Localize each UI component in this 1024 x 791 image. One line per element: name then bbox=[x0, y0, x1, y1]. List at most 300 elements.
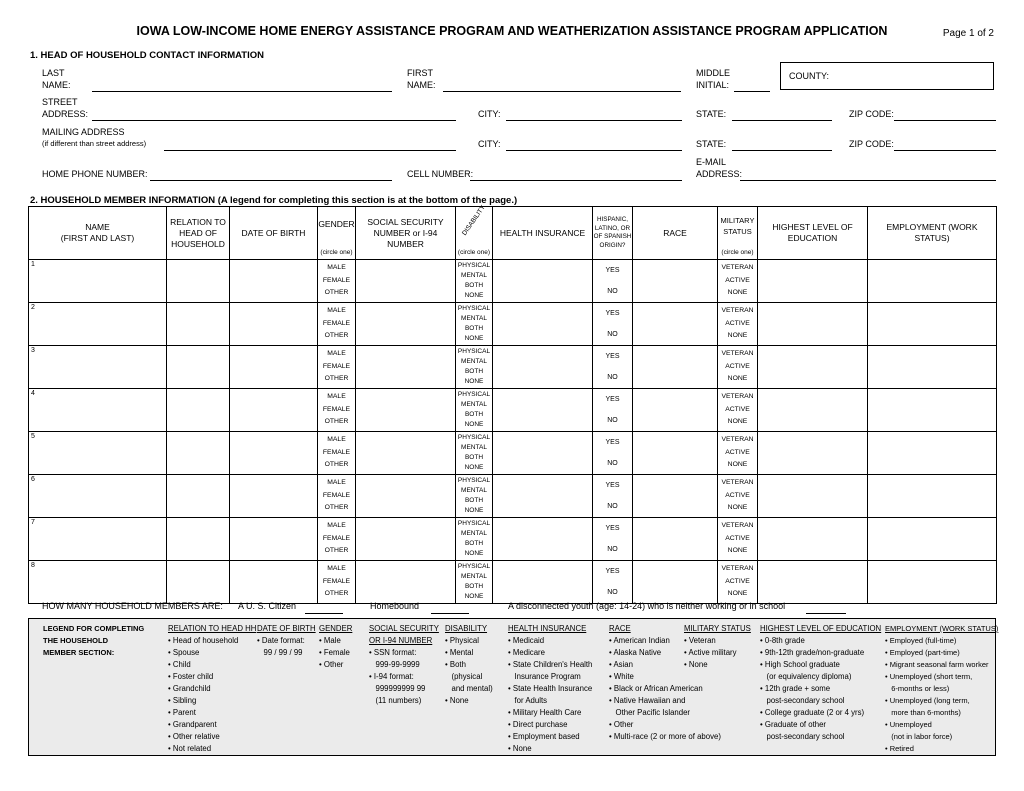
legend-item: (physical bbox=[445, 672, 483, 681]
youth-label: A disconnected youth (age: 14-24) who is neither working or in school bbox=[508, 601, 786, 611]
gender-option[interactable]: OTHER bbox=[324, 375, 349, 383]
disability-option[interactable]: PHYSICAL bbox=[457, 348, 491, 355]
legend-item: • Employment based bbox=[508, 732, 580, 741]
gender-option[interactable]: FEMALE bbox=[322, 362, 351, 370]
legend-heading: SOCIAL SECURITY bbox=[369, 624, 439, 633]
mailing-zip-label: ZIP CODE: bbox=[849, 139, 894, 149]
gender-option[interactable]: OTHER bbox=[324, 590, 349, 598]
cell-health[interactable] bbox=[493, 303, 593, 346]
row-number: 8 bbox=[31, 562, 35, 569]
hispanic-no[interactable]: NO bbox=[607, 330, 618, 338]
legend-education bbox=[760, 623, 881, 743]
legend-item: • State Health Insurance bbox=[508, 684, 593, 693]
mailing-city-label: CITY: bbox=[478, 139, 501, 149]
legend-health bbox=[508, 623, 592, 755]
cell-education[interactable] bbox=[758, 475, 868, 518]
header-education: HIGHEST LEVEL OF EDUCATION bbox=[758, 207, 868, 260]
disability-option[interactable]: BOTH bbox=[464, 583, 484, 590]
cell-name[interactable] bbox=[29, 389, 167, 432]
military-option[interactable]: VETERAN bbox=[721, 307, 754, 315]
disability-option[interactable]: NONE bbox=[464, 292, 484, 299]
legend-item: • American Indian bbox=[609, 636, 670, 645]
cell-ssn[interactable] bbox=[356, 389, 456, 432]
disability-option[interactable]: MENTAL bbox=[461, 573, 487, 580]
legend-item: • Physical bbox=[445, 636, 479, 645]
disability-option[interactable]: PHYSICAL bbox=[457, 477, 491, 484]
hispanic-yes[interactable]: YES bbox=[605, 524, 620, 532]
table-row bbox=[29, 518, 997, 561]
disability-option[interactable]: BOTH bbox=[464, 368, 484, 375]
legend-heading: RACE bbox=[609, 624, 631, 633]
gender-option[interactable]: FEMALE bbox=[322, 405, 351, 413]
disability-option[interactable]: MENTAL bbox=[461, 444, 487, 451]
gender-option[interactable]: MALE bbox=[327, 565, 346, 573]
cell-health[interactable] bbox=[493, 260, 593, 303]
legend-item: • Male bbox=[319, 636, 341, 645]
cell-ssn[interactable] bbox=[356, 303, 456, 346]
cell-employment[interactable] bbox=[868, 389, 997, 432]
zip-label: ZIP CODE: bbox=[849, 109, 894, 119]
table-row bbox=[29, 346, 997, 389]
cell-military bbox=[718, 475, 758, 518]
cell-field[interactable] bbox=[470, 180, 682, 181]
cell-health[interactable] bbox=[493, 432, 593, 475]
cell-military bbox=[718, 303, 758, 346]
row-number: 4 bbox=[31, 390, 35, 397]
disability-option[interactable]: MENTAL bbox=[461, 530, 487, 537]
military-option[interactable]: NONE bbox=[727, 418, 748, 426]
cell-employment[interactable] bbox=[868, 303, 997, 346]
hispanic-yes[interactable]: YES bbox=[605, 438, 620, 446]
disability-option[interactable]: NONE bbox=[464, 421, 484, 428]
gender-option[interactable]: MALE bbox=[327, 522, 346, 530]
cell-hispanic bbox=[593, 561, 633, 604]
legend-heading: DISABILITY bbox=[445, 624, 488, 633]
gender-option[interactable]: FEMALE bbox=[322, 276, 351, 284]
home-phone-field[interactable] bbox=[150, 180, 392, 181]
cell-employment[interactable] bbox=[868, 475, 997, 518]
homebound-count-field[interactable] bbox=[431, 613, 469, 614]
military-option[interactable]: VETERAN bbox=[721, 436, 754, 444]
row-number: 7 bbox=[31, 519, 35, 526]
cell-disability bbox=[456, 561, 493, 604]
hispanic-yes[interactable]: YES bbox=[605, 352, 620, 360]
legend-item: 999999999 99 bbox=[369, 684, 426, 693]
cell-relation[interactable] bbox=[167, 518, 230, 561]
cell-disability bbox=[456, 346, 493, 389]
legend-item: • SSN format: bbox=[369, 648, 417, 657]
cell-education[interactable] bbox=[758, 303, 868, 346]
legend-item: • Date format: bbox=[257, 636, 305, 645]
email-field[interactable] bbox=[740, 180, 996, 181]
legend-item: • College graduate (2 or 4 yrs) bbox=[760, 708, 865, 717]
cell-dob[interactable] bbox=[230, 475, 318, 518]
military-option[interactable]: NONE bbox=[727, 461, 748, 469]
cell-military bbox=[718, 561, 758, 604]
homebound-label: Homebound bbox=[370, 601, 420, 611]
legend-item: • Active military bbox=[684, 648, 737, 657]
legend-item: • 0-8th grade bbox=[760, 636, 805, 645]
military-option[interactable]: ACTIVE bbox=[725, 276, 750, 284]
legend-item: • None bbox=[684, 660, 708, 669]
legend-item: more than 6-months) bbox=[885, 708, 961, 717]
hispanic-yes[interactable]: YES bbox=[605, 567, 620, 575]
cell-employment[interactable] bbox=[868, 432, 997, 475]
row-number: 2 bbox=[31, 304, 35, 311]
legend-item: • None bbox=[508, 744, 532, 753]
cell-relation[interactable] bbox=[167, 561, 230, 604]
cell-dob[interactable] bbox=[230, 518, 318, 561]
disability-option[interactable]: MENTAL bbox=[461, 272, 487, 279]
legend-item: • Employed (part-time) bbox=[885, 648, 960, 657]
page-number: Page 1 of 2 bbox=[942, 28, 994, 39]
header-health: HEALTH INSURANCE bbox=[493, 207, 593, 260]
legend-item: • Medicaid bbox=[508, 636, 545, 645]
header-hispanic: HISPANIC, LATINO, OR OF SPANISH ORIGIN? bbox=[593, 207, 633, 260]
cell-dob[interactable] bbox=[230, 561, 318, 604]
table-row bbox=[29, 561, 997, 604]
hispanic-no[interactable]: NO bbox=[607, 545, 618, 553]
cell-health[interactable] bbox=[493, 518, 593, 561]
cell-employment[interactable] bbox=[868, 346, 997, 389]
gender-option[interactable]: MALE bbox=[327, 307, 346, 315]
military-option[interactable]: NONE bbox=[727, 547, 748, 555]
header-employment: EMPLOYMENT (WORK STATUS) bbox=[868, 207, 997, 260]
county-label: COUNTY: bbox=[789, 71, 830, 81]
gender-option[interactable]: OTHER bbox=[324, 418, 349, 426]
gender-option[interactable]: FEMALE bbox=[322, 319, 351, 327]
legend-box bbox=[28, 618, 999, 756]
legend-item: • Grandparent bbox=[168, 720, 217, 729]
hispanic-yes[interactable]: YES bbox=[605, 266, 620, 274]
legend-item: and mental) bbox=[445, 684, 493, 693]
household-table bbox=[28, 206, 997, 604]
cell-race[interactable] bbox=[633, 346, 718, 389]
military-option[interactable]: NONE bbox=[727, 590, 748, 598]
cell-education[interactable] bbox=[758, 346, 868, 389]
cell-race[interactable] bbox=[633, 303, 718, 346]
legend-item: • Alaska Native bbox=[609, 648, 662, 657]
street-address-label: STREET ADDRESS: bbox=[42, 97, 89, 119]
cell-dob[interactable] bbox=[230, 260, 318, 303]
disability-option[interactable]: NONE bbox=[464, 550, 484, 557]
state-field[interactable] bbox=[732, 120, 832, 121]
mailing-address-note: (if different than street address) bbox=[42, 139, 147, 148]
hispanic-yes[interactable]: YES bbox=[605, 481, 620, 489]
disability-option[interactable]: NONE bbox=[464, 507, 484, 514]
legend-employment bbox=[885, 623, 998, 755]
gender-option[interactable]: FEMALE bbox=[322, 534, 351, 542]
legend-item: • Unemployed bbox=[885, 720, 932, 729]
hispanic-no[interactable]: NO bbox=[607, 502, 618, 510]
cell-hispanic bbox=[593, 389, 633, 432]
legend-item: • None bbox=[445, 696, 469, 705]
cell-ssn[interactable] bbox=[356, 475, 456, 518]
table-header-row bbox=[29, 207, 997, 260]
legend-heading: OR I-94 NUMBER bbox=[369, 636, 433, 645]
youth-count-field[interactable] bbox=[806, 613, 846, 614]
cell-relation[interactable] bbox=[167, 475, 230, 518]
military-option[interactable]: NONE bbox=[727, 504, 748, 512]
gender-option[interactable]: FEMALE bbox=[322, 448, 351, 456]
military-option[interactable]: NONE bbox=[727, 332, 748, 340]
legend-heading: MILITARY STATUS bbox=[684, 624, 751, 633]
military-option[interactable]: ACTIVE bbox=[725, 319, 750, 327]
hispanic-yes[interactable]: YES bbox=[605, 395, 620, 403]
cell-employment[interactable] bbox=[868, 518, 997, 561]
cell-dob[interactable] bbox=[230, 346, 318, 389]
middle-initial-field[interactable] bbox=[734, 91, 770, 92]
cell-military bbox=[718, 260, 758, 303]
cell-education[interactable] bbox=[758, 561, 868, 604]
hispanic-no[interactable]: NO bbox=[607, 287, 618, 295]
legend-heading: HIGHEST LEVEL OF EDUCATION bbox=[760, 624, 882, 633]
disability-option[interactable]: PHYSICAL bbox=[457, 262, 491, 269]
cell-military bbox=[718, 389, 758, 432]
street-address-field[interactable] bbox=[92, 120, 456, 121]
hispanic-no[interactable]: NO bbox=[607, 459, 618, 467]
form-title: IOWA LOW-INCOME HOME ENERGY ASSISTANCE PROGRAM AND WEATHERIZATION ASSISTANCE PROGRAM APPLICATION bbox=[136, 24, 888, 38]
legend-item: (or equivalency diploma) bbox=[760, 672, 852, 681]
cell-ssn[interactable] bbox=[356, 260, 456, 303]
gender-option[interactable]: OTHER bbox=[324, 332, 349, 340]
hispanic-yes[interactable]: YES bbox=[605, 309, 620, 317]
cell-race[interactable] bbox=[633, 518, 718, 561]
cell-hispanic bbox=[593, 518, 633, 561]
gender-option[interactable]: OTHER bbox=[324, 461, 349, 469]
legend-heading: EMPLOYMENT (WORK STATUS) bbox=[885, 624, 999, 633]
gender-option[interactable]: MALE bbox=[327, 436, 346, 444]
legend-item: • Head of household bbox=[168, 636, 239, 645]
cell-ssn[interactable] bbox=[356, 518, 456, 561]
last-name-field[interactable] bbox=[92, 91, 392, 92]
legend-item: Insurance Program bbox=[508, 672, 581, 681]
disability-option[interactable]: BOTH bbox=[464, 411, 484, 418]
cell-ssn[interactable] bbox=[356, 561, 456, 604]
gender-option[interactable]: FEMALE bbox=[322, 577, 351, 585]
disability-option[interactable]: BOTH bbox=[464, 540, 484, 547]
military-option[interactable]: NONE bbox=[727, 375, 748, 383]
hispanic-no[interactable]: NO bbox=[607, 588, 618, 596]
military-option[interactable]: VETERAN bbox=[721, 350, 754, 358]
hispanic-no[interactable]: NO bbox=[607, 416, 618, 424]
disability-option[interactable]: NONE bbox=[464, 378, 484, 385]
cell-health[interactable] bbox=[493, 389, 593, 432]
cell-military bbox=[718, 346, 758, 389]
mailing-state-field[interactable] bbox=[732, 150, 832, 151]
military-option[interactable]: ACTIVE bbox=[725, 491, 750, 499]
legend-item: • Mental bbox=[445, 648, 474, 657]
cell-hispanic bbox=[593, 346, 633, 389]
disability-option[interactable]: BOTH bbox=[464, 325, 484, 332]
row-number: 5 bbox=[31, 433, 35, 440]
gender-option[interactable]: MALE bbox=[327, 479, 346, 487]
legend-item: • Unemployed (short term, bbox=[885, 672, 973, 681]
cell-disability bbox=[456, 518, 493, 561]
cell-relation[interactable] bbox=[167, 303, 230, 346]
mailing-address-field[interactable] bbox=[164, 150, 456, 151]
military-option[interactable]: ACTIVE bbox=[725, 362, 750, 370]
cell-ssn[interactable] bbox=[356, 346, 456, 389]
legend-item: • Sibling bbox=[168, 696, 197, 705]
cell-education[interactable] bbox=[758, 260, 868, 303]
military-option[interactable]: VETERAN bbox=[721, 264, 754, 272]
header-race: RACE bbox=[633, 207, 718, 260]
city-field[interactable] bbox=[506, 120, 682, 121]
header-relation: RELATION TO HEAD OF HOUSEHOLD bbox=[167, 207, 230, 260]
table-row bbox=[29, 475, 997, 518]
cell-label: CELL NUMBER: bbox=[407, 169, 474, 179]
cell-gender bbox=[318, 389, 356, 432]
mailing-address-label: MAILING ADDRESS bbox=[42, 127, 125, 137]
military-option[interactable]: VETERAN bbox=[721, 393, 754, 401]
row-number: 1 bbox=[31, 261, 35, 268]
disability-option[interactable]: PHYSICAL bbox=[457, 520, 491, 527]
zip-field[interactable] bbox=[894, 120, 996, 121]
disability-option[interactable]: PHYSICAL bbox=[457, 305, 491, 312]
legend-heading: HEALTH INSURANCE bbox=[508, 624, 587, 633]
table-row bbox=[29, 260, 997, 303]
legend-item: post-secondary school bbox=[760, 732, 845, 741]
cell-employment[interactable] bbox=[868, 561, 997, 604]
gender-option[interactable]: MALE bbox=[327, 350, 346, 358]
cell-hispanic bbox=[593, 475, 633, 518]
cell-race[interactable] bbox=[633, 561, 718, 604]
cell-relation[interactable] bbox=[167, 432, 230, 475]
cell-dob[interactable] bbox=[230, 432, 318, 475]
cell-education[interactable] bbox=[758, 389, 868, 432]
disability-option[interactable]: MENTAL bbox=[461, 487, 487, 494]
legend-item: • Migrant seasonal farm worker bbox=[885, 660, 989, 669]
gender-option[interactable]: MALE bbox=[327, 393, 346, 401]
gender-option[interactable]: OTHER bbox=[324, 504, 349, 512]
cell-ssn[interactable] bbox=[356, 432, 456, 475]
cell-name[interactable] bbox=[29, 561, 167, 604]
legend-item: • Parent bbox=[168, 708, 196, 717]
cell-employment[interactable] bbox=[868, 260, 997, 303]
cell-name[interactable] bbox=[29, 518, 167, 561]
cell-race[interactable] bbox=[633, 389, 718, 432]
cell-race[interactable] bbox=[633, 475, 718, 518]
cell-health[interactable] bbox=[493, 475, 593, 518]
gender-option[interactable]: FEMALE bbox=[322, 491, 351, 499]
home-phone-label: HOME PHONE NUMBER: bbox=[42, 169, 148, 179]
disability-option[interactable]: MENTAL bbox=[461, 315, 487, 322]
legend-ssn bbox=[369, 623, 439, 707]
disability-option[interactable]: NONE bbox=[464, 464, 484, 471]
military-option[interactable]: VETERAN bbox=[721, 479, 754, 487]
cell-gender bbox=[318, 432, 356, 475]
gender-option[interactable]: OTHER bbox=[324, 547, 349, 555]
cell-health[interactable] bbox=[493, 346, 593, 389]
legend-item: 999-99-9999 bbox=[369, 660, 420, 669]
disability-option[interactable]: PHYSICAL bbox=[457, 434, 491, 441]
mailing-zip-field[interactable] bbox=[894, 150, 996, 151]
legend-item: • 9th-12th grade/non-graduate bbox=[760, 648, 865, 657]
cell-military bbox=[718, 432, 758, 475]
legend-heading: GENDER bbox=[319, 624, 353, 633]
cell-disability bbox=[456, 432, 493, 475]
legend-item: • Graduate of other bbox=[760, 720, 827, 729]
legend-item: • State Children's Health bbox=[508, 660, 593, 669]
cell-name[interactable] bbox=[29, 260, 167, 303]
legend-item: • 12th grade + some bbox=[760, 684, 831, 693]
cell-education[interactable] bbox=[758, 432, 868, 475]
military-option[interactable]: ACTIVE bbox=[725, 577, 750, 585]
legend-item: • Military Health Care bbox=[508, 708, 582, 717]
gender-option[interactable]: MALE bbox=[327, 264, 346, 272]
cell-relation[interactable] bbox=[167, 260, 230, 303]
mailing-city-field[interactable] bbox=[506, 150, 682, 151]
hispanic-no[interactable]: NO bbox=[607, 373, 618, 381]
disability-option[interactable]: BOTH bbox=[464, 497, 484, 504]
disability-option[interactable]: NONE bbox=[464, 593, 484, 600]
disability-option[interactable]: MENTAL bbox=[461, 401, 487, 408]
military-option[interactable]: NONE bbox=[727, 289, 748, 297]
cell-dob[interactable] bbox=[230, 389, 318, 432]
legend-gender bbox=[319, 623, 352, 671]
legend-item: • Both bbox=[445, 660, 466, 669]
cell-hispanic bbox=[593, 260, 633, 303]
cell-name[interactable] bbox=[29, 432, 167, 475]
legend-item: 6-months or less) bbox=[885, 684, 950, 693]
military-option[interactable]: ACTIVE bbox=[725, 534, 750, 542]
military-option[interactable]: VETERAN bbox=[721, 522, 754, 530]
legend-heading: RELATION TO HEAD HH bbox=[168, 624, 257, 633]
legend-item: • Retired bbox=[885, 744, 914, 753]
military-option[interactable]: ACTIVE bbox=[725, 405, 750, 413]
legend-item: • White bbox=[609, 672, 634, 681]
county-box[interactable] bbox=[780, 62, 994, 90]
cell-race[interactable] bbox=[633, 260, 718, 303]
cell-education[interactable] bbox=[758, 518, 868, 561]
legend-item: • Female bbox=[319, 648, 350, 657]
gender-option[interactable]: OTHER bbox=[324, 289, 349, 297]
last-name-label: LAST NAME: bbox=[42, 68, 71, 90]
cell-name[interactable] bbox=[29, 303, 167, 346]
disability-option[interactable]: PHYSICAL bbox=[457, 563, 491, 570]
cell-name[interactable] bbox=[29, 346, 167, 389]
legend-item: • Other bbox=[319, 660, 344, 669]
legend-item: (11 numbers) bbox=[369, 696, 422, 705]
mailing-state-label: STATE: bbox=[696, 139, 727, 149]
disability-option[interactable]: BOTH bbox=[464, 282, 484, 289]
disability-option[interactable]: NONE bbox=[464, 335, 484, 342]
cell-hispanic bbox=[593, 303, 633, 346]
disability-option[interactable]: MENTAL bbox=[461, 358, 487, 365]
first-name-field[interactable] bbox=[443, 91, 681, 92]
legend-heading: DATE OF BIRTH bbox=[257, 624, 316, 633]
cell-dob[interactable] bbox=[230, 303, 318, 346]
cell-military bbox=[718, 518, 758, 561]
legend-item: • High School graduate bbox=[760, 660, 840, 669]
cell-relation[interactable] bbox=[167, 346, 230, 389]
row-number: 3 bbox=[31, 347, 35, 354]
cell-gender bbox=[318, 260, 356, 303]
cell-race[interactable] bbox=[633, 432, 718, 475]
cell-name[interactable] bbox=[29, 475, 167, 518]
legend-military bbox=[684, 623, 751, 671]
cell-relation[interactable] bbox=[167, 389, 230, 432]
disability-option[interactable]: BOTH bbox=[464, 454, 484, 461]
cell-health[interactable] bbox=[493, 561, 593, 604]
disability-option[interactable]: PHYSICAL bbox=[457, 391, 491, 398]
citizen-count-field[interactable] bbox=[305, 613, 343, 614]
military-option[interactable]: VETERAN bbox=[721, 565, 754, 573]
legend-item: • Employed (full-time) bbox=[885, 636, 957, 645]
legend-item: • Medicare bbox=[508, 648, 545, 657]
military-option[interactable]: ACTIVE bbox=[725, 448, 750, 456]
